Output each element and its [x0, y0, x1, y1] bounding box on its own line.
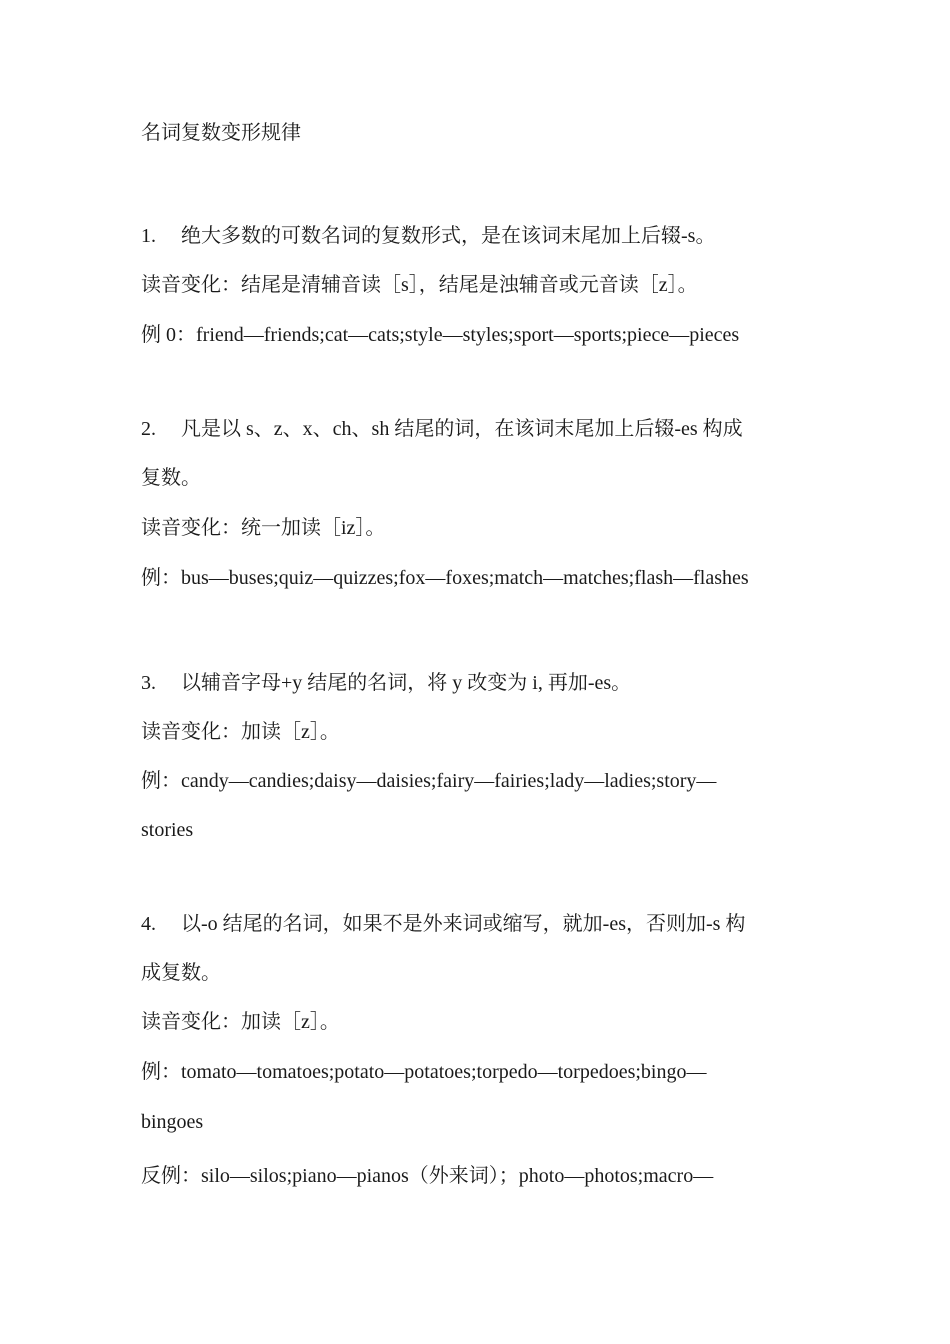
- rule-2-example: 例：bus—buses;quiz—quizzes;fox—foxes;match—matches;flash—flashes: [141, 567, 749, 589]
- rule-1-pronunciation: 读音变化：结尾是清辅音读［s］，结尾是浊辅音或元音读［z］。: [141, 274, 698, 296]
- rule-4-number: 4.: [141, 913, 156, 935]
- rule-4-pronunciation: 读音变化：加读［z］。: [141, 1011, 340, 1033]
- rule-3-number: 3.: [141, 672, 156, 694]
- rule-4-example: 例：tomato—tomatoes;potato—potatoes;torpedo—torpedoes;bingo—: [141, 1061, 707, 1083]
- rule-3-text: 以辅音字母+y 结尾的名词，将 y 改变为 i, 再加-es。: [181, 672, 632, 694]
- rule-1-heading: [141, 224, 715, 248]
- rule-1-number: 1.: [141, 225, 156, 247]
- rule-3-example: 例：candy—candies;daisy—daisies;fairy—fairies;lady—ladies;story—: [141, 770, 717, 792]
- rule-4-example-continued: bingoes: [141, 1111, 204, 1133]
- rule-4-heading-continued: 成复数。: [141, 962, 221, 984]
- rule-2-pronunciation: 读音变化：统一加读［iz］。: [141, 517, 386, 539]
- rule-4-text: 以-o 结尾的名词，如果不是外来词或缩写，就加-es，否则加-s 构: [181, 913, 746, 935]
- rule-1-example: 例 0：friend—friends;cat—cats;style—styles;sport—sports;piece—pieces: [141, 324, 740, 346]
- rule-4-heading: [141, 912, 745, 936]
- rule-1-text: 绝大多数的可数名词的复数形式，是在该词末尾加上后辍-s。: [181, 225, 716, 247]
- rule-3-heading: [141, 671, 631, 695]
- rule-2-heading: [141, 417, 743, 441]
- rule-2-heading-continued: 复数。: [141, 467, 201, 489]
- document-title: 名词复数变形规律: [141, 122, 301, 144]
- rule-2-text: 凡是以 s、z、x、ch、sh 结尾的词，在该词末尾加上后辍-es 构成: [181, 418, 743, 440]
- rule-4-counter-example: 反例：silo—silos;piano—pianos（外来词）；photo—photos;macro—: [141, 1165, 714, 1187]
- rule-3-pronunciation: 读音变化：加读［z］。: [141, 721, 340, 743]
- rule-3-example-continued: stories: [141, 819, 194, 841]
- rule-2-number: 2.: [141, 418, 156, 440]
